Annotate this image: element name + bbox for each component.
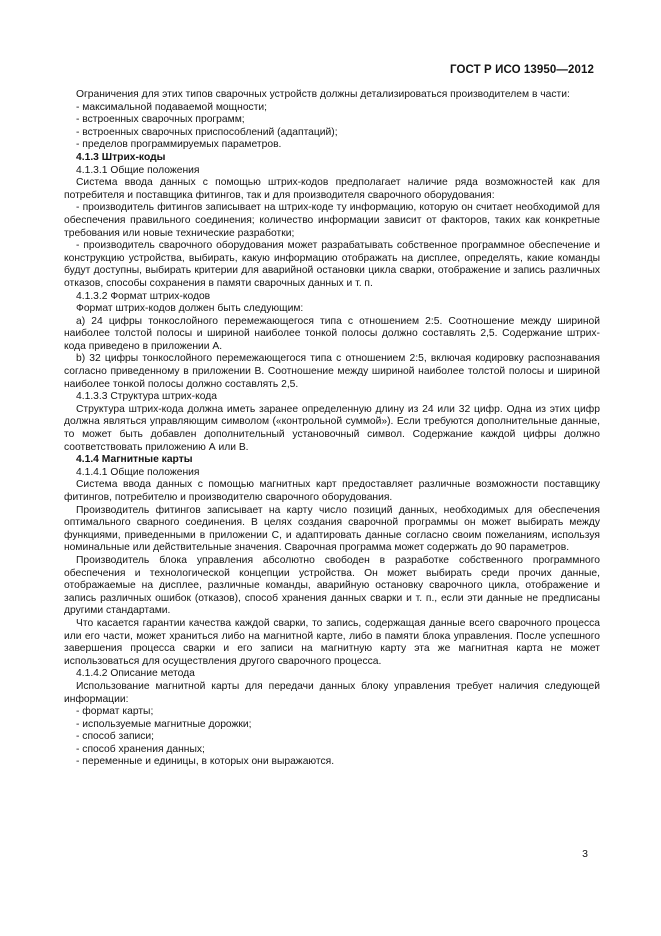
paragraph: Формат штрих-кодов должен быть следующим:: [76, 303, 304, 315]
paragraph: Структура штрих-кода должна иметь заранее определенную длину из 24 или 32 цифр. Одна из этих цифр должна являться управляющим символом («контрольной суммой»). Если требуются дополнительные данные, то может быть добавлен дополнительный установочный символ. Содержание каждой цифры должно соответствовать приложению А или В.: [64, 403, 600, 453]
subsection-heading-4-1-3-2: 4.1.3.2 Формат штрих-кодов: [76, 290, 211, 302]
section-heading-4-1-4: 4.1.4 Магнитные карты: [76, 454, 193, 466]
paragraph: Система ввода данных с помощью магнитных карт предоставляет различные возможности поставщику фитингов, потребителю и производителю сварочного оборудования.: [64, 479, 600, 503]
list-item: - максимальной подаваемой мощности;: [76, 101, 268, 113]
paragraph: b) 32 цифры тонкослойного перемежающегося типа с отношением 2:5, включая кодировку распознавания согласно приведенному в приложении В. Соотношение между шириной наиболее толстой полосы и шириной наиболее тонкой полосы должно составлять 2,5.: [64, 353, 600, 390]
list-item: - встроенных сварочных программ;: [76, 114, 245, 126]
paragraph: - производитель фитингов записывает на штрих-коде ту информацию, которую он считает необходимой для обеспечения правильного соединения; количество информации зависит от факторов, таких как конкретные требования или новые технические разработки;: [64, 202, 600, 239]
paragraph: a) 24 цифры тонкослойного перемежающегося типа с отношением 2:5. Соотношение между шириной наиболее толстой полосы и шириной наиболее тонкой полосы должно составлять 2,5. Содержание штрих-кода приведено в приложении А.: [64, 315, 600, 352]
list-item: - способ хранения данных;: [76, 743, 205, 755]
paragraph: Что касается гарантии качества каждой сварки, то запись, содержащая данные всего сварочного процесса или его части, может храниться либо на магнитной карте, либо в памяти блока управления. После успешного завершения процесса сварки и его записи на магнитную карту эта же магнитная карта не может использоваться для осуществления другого сварочного процесса.: [64, 617, 600, 667]
list-item: - переменные и единицы, в которых они выражаются.: [76, 756, 335, 768]
paragraph: Использование магнитной карты для передачи данных блоку управления требует наличия следующей информации:: [64, 680, 600, 705]
paragraph: - производитель сварочного оборудования может разрабатывать собственное программное обеспечение и конструкцию устройства, выбирать, какую информацию отображать на дисплее, определять, какие команды будут доступны, выбирать критерии для аварийной остановки цикла сварки, отображение и запись различных отказов, способы сохранения в памяти сварочных данных и т. п.: [64, 240, 600, 289]
list-item: - формат карты;: [76, 706, 154, 718]
subsection-heading-4-1-3-1: 4.1.3.1 Общие положения: [76, 164, 200, 176]
list-item: - способ записи;: [76, 731, 155, 743]
list-item: - встроенных сварочных приспособлений (адаптаций);: [76, 126, 338, 138]
intro-paragraph: Ограничения для этих типов сварочных устройств должны детализироваться производителем в части:: [76, 89, 570, 100]
paragraph: Производитель блока управления абсолютно свободен в разработке собственного программного обеспечения и технологической концепции устройства. Он может выбирать среди прочих данные, отображаемые на дисплее, различные команды, аварийную остановку сварочного цикла, отображение и запись различных ошибок (отказов), способ хранения данных сварки и т. п., если эти данные не предписаны другими стандартами.: [64, 554, 600, 617]
document-body: [64, 89, 600, 769]
list-item: - используемые магнитные дорожки;: [76, 718, 252, 730]
document-header: ГОСТ Р ИСО 13950—2012: [449, 64, 594, 76]
subsection-heading-4-1-4-1: 4.1.4.1 Общие положения: [76, 466, 200, 478]
paragraph: Производитель фитингов записывает на карту число позиций данных, необходимых для обеспечения оптимального сварного соединения. В целях создания сварочной программы он может выбирать между функциями, приведенными в приложении С, и адаптировать данные согласно своим пожеланиям, используя номинальные или действительные значения. Сварочная программа может содержать до 90 параметров.: [64, 504, 600, 554]
section-heading-4-1-3: 4.1.3 Штрих-коды: [76, 151, 166, 163]
subsection-heading-4-1-4-2: 4.1.4.2 Описание метода: [76, 668, 195, 680]
paragraph: Система ввода данных с помощью штрих-кодов предполагает наличие ряда возможностей как для потребителя и поставщика фитингов, так и для производителя сварочного оборудования:: [64, 177, 600, 201]
subsection-heading-4-1-3-3: 4.1.3.3 Структура штрих-кода: [76, 391, 217, 403]
list-item: - пределов программируемых параметров.: [76, 139, 282, 151]
page-number: 3: [582, 848, 588, 860]
